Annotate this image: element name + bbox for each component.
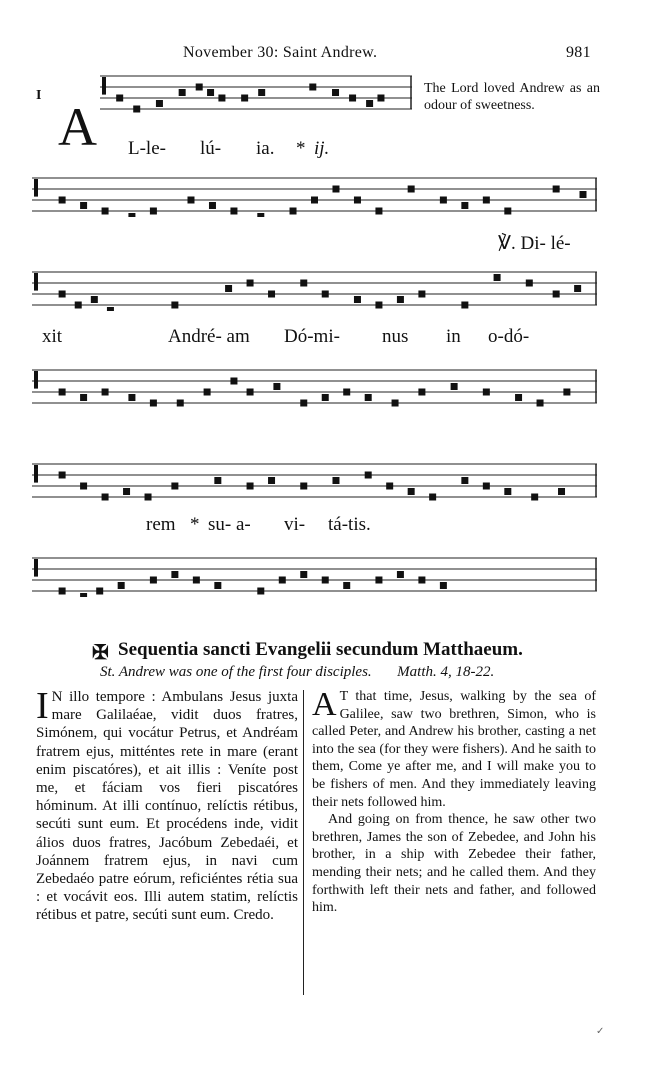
lyric: tá-tis. bbox=[328, 514, 371, 535]
staff-1 bbox=[100, 70, 412, 115]
lyric: rem bbox=[146, 514, 176, 535]
staff-2 bbox=[32, 172, 597, 217]
staff-3 bbox=[32, 266, 597, 311]
cross-icon: ✠ bbox=[92, 642, 109, 664]
lyric: Dó-mi- bbox=[284, 326, 340, 347]
lyric: L-le- bbox=[128, 138, 166, 159]
subheading-text: St. Andrew was one of the first four disciples. bbox=[100, 664, 372, 680]
lyric: lú- bbox=[200, 138, 222, 159]
column-divider bbox=[303, 690, 304, 995]
english-text-2: And going on from thence, he saw other two brethren, James the son of Zebedee, and John his brother, in a ship with Zebedee their father, mending their nets; and he called them. And they forthwith left their nets and father, and followed him. bbox=[312, 812, 596, 916]
lyric: ij. bbox=[314, 138, 330, 159]
running-header-title: November 30: Saint Andrew. bbox=[183, 44, 378, 61]
lyric: ia. bbox=[256, 138, 275, 159]
lyric: su- a- bbox=[208, 514, 251, 535]
english-text-1: T that time, Jesus, walking by the sea of Galilee, saw two brethren, Simon, who is called Peter, and Andrew his brother, casting a net into the sea (for they were fishers). And he saith to them, Come ye after me, and I will make you to be fishers of men. And they immediately leaving their nets followed him. bbox=[312, 689, 596, 810]
latin-column bbox=[36, 685, 298, 925]
staff-5 bbox=[32, 458, 597, 503]
chant-translation: The Lord loved Andrew as an odour of sweetness. bbox=[424, 81, 600, 113]
lyric: nus bbox=[382, 326, 409, 347]
scripture-reference: Matth. 4, 18-22. bbox=[397, 664, 495, 680]
english-column bbox=[312, 688, 596, 917]
credo: Credo. bbox=[233, 907, 274, 924]
latin-text: N illo tempore : Ambulans Jesus juxta mare Galilaéae, vidit duos fratres, Simónem, qui vocátur Petrus, et Andréam fratrem ejus, mitténtes rete in mare (erant enim piscatóres), et ait illis : Veníte post me, et fáciam vos fieri piscatóres hóminum. At illi contínuo, relíctis rétibus, secúti sunt eum. Et procédens inde, vidit álios duos fratres, Jacóbum Zebedaéi, et Joánnem fratrem ejus, in navi cum Zebedaéo patre eórum, reficiéntes rétia sua : et vocávit eos. Illi autem statim, relíctis rétibus et patre, secúti sunt eum. bbox=[36, 689, 298, 924]
gospel-heading: Sequentia sancti Evangelii secundum Matthaeum. bbox=[118, 639, 523, 660]
drop-cap: I bbox=[36, 685, 49, 727]
footer-mark: ✓ bbox=[596, 1026, 605, 1037]
lyric: o-dó- bbox=[488, 326, 530, 347]
lyric: in bbox=[446, 326, 461, 347]
mode-number: I bbox=[36, 88, 42, 103]
page-number: 981 bbox=[566, 44, 591, 61]
chant-initial: A bbox=[58, 97, 97, 157]
lyric: vi- bbox=[284, 514, 306, 535]
lyric: * bbox=[296, 138, 306, 159]
staff-6 bbox=[32, 552, 597, 597]
staff-4 bbox=[32, 364, 597, 409]
gospel-subheading bbox=[100, 664, 494, 681]
lyric: ℣. Di- lé- bbox=[498, 233, 571, 254]
lyric: xit bbox=[42, 326, 63, 347]
drop-cap: A bbox=[312, 686, 337, 723]
lyric: * bbox=[190, 514, 200, 535]
lyric: André- am bbox=[168, 326, 250, 347]
